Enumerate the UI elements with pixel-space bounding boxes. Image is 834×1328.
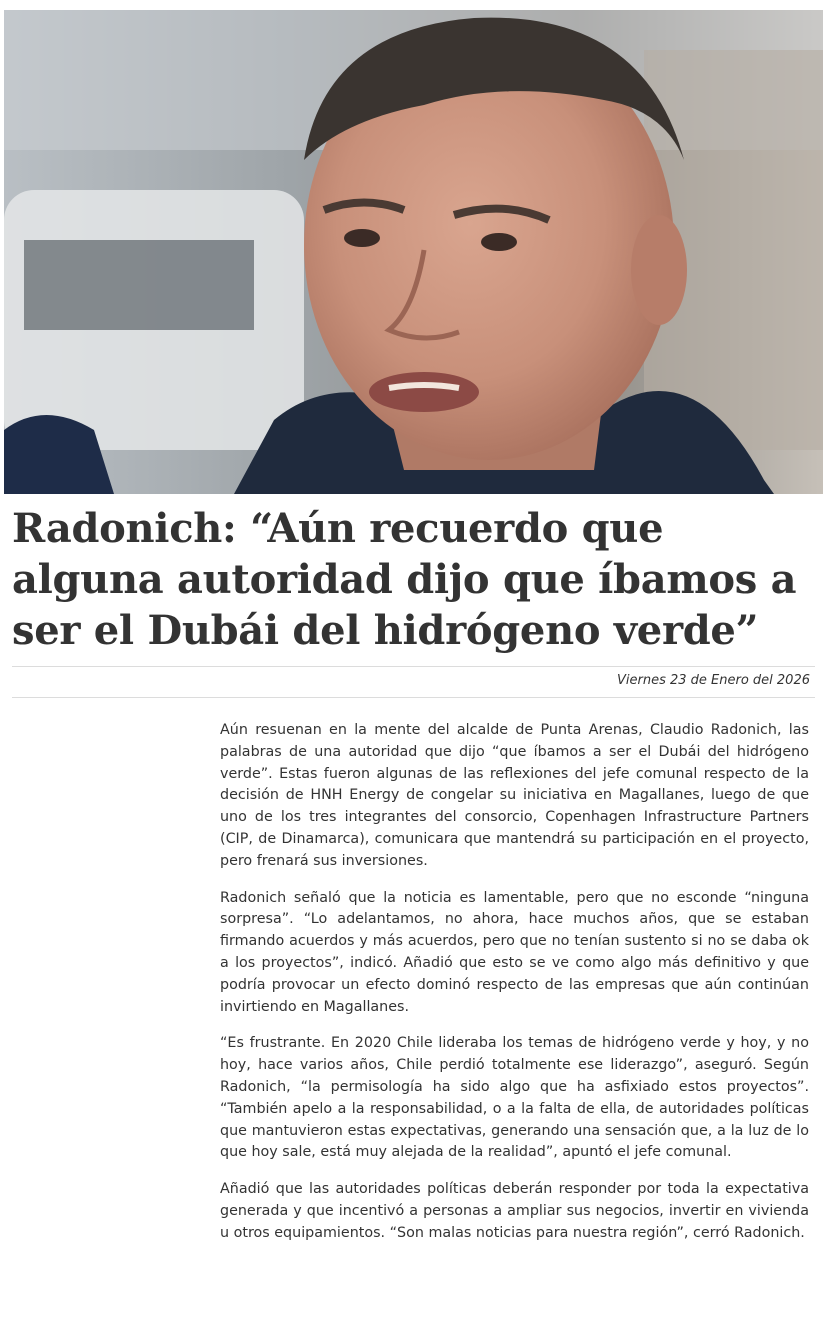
article-photo xyxy=(4,10,823,494)
article-paragraph: Aún resuenan en la mente del alcalde de Punta Arenas, Claudio Radonich, las palabras de una autoridad que dijo “que íbamos a ser el Dubái del hidrógeno verde”. Estas fueron algunas de las reflexiones del jefe comunal respecto de la decisión de HNH Energy de congelar su iniciativa en Magallanes, luego de que uno de los tres integrantes del consorcio, Copenhagen Infrastructure Partners (CIP, de Dinamarca), comunicara que mantendrá su participación en el proyecto, pero frenará sus inversiones. xyxy=(220,722,809,869)
article-paragraph: Añadió que las autoridades políticas deberán responder por toda la expectativa generada y que incentivó a personas a ampliar sus negocios, invertir en vivienda u otros equipamientos. “Son malas noticias para nuestra región”, cerró Radonich. xyxy=(220,1181,809,1241)
article-paragraph: “Es frustrante. En 2020 Chile lideraba los temas de hidrógeno verde y hoy, y no hoy, hace varios años, Chile perdió totalmente ese liderazgo”, aseguró. Según Radonich, “la permisología ha sido algo que ha asfixiado estos proyectos”. “También apelo a la responsabilidad, o a la falta de ella, de autoridades políticas que mantuvieron estas expectativas, generando una sensación que, a la luz de lo que hoy sale, está muy alejada de la realidad”, apuntó el jefe comunal. xyxy=(220,1035,809,1161)
article-headline: Radonich: “Aún recuerdo que alguna autoridad dijo que íbamos a ser el Dubái del hidrógeno verde” xyxy=(12,505,797,654)
article-body xyxy=(220,720,809,1260)
article-paragraph: Radonich señaló que la noticia es lamentable, pero que no esconde “ninguna sorpresa”. “Lo adelantamos, no ahora, hace muchos años, que se estaban firmando acuerdos y más acuerdos, pero que no tenían sustento si no se daba ok a los proyectos”, indicó. Añadió que esto se ve como algo más definitivo y que podría provocar un efecto dominó respecto de las empresas que aún continúan invirtiendo en Magallanes. xyxy=(220,889,809,1015)
divider-top xyxy=(12,666,815,667)
article-date: Viernes 23 de Enero del 2026 xyxy=(616,673,810,688)
portrait-illustration xyxy=(4,10,823,494)
divider-bottom xyxy=(12,697,815,698)
